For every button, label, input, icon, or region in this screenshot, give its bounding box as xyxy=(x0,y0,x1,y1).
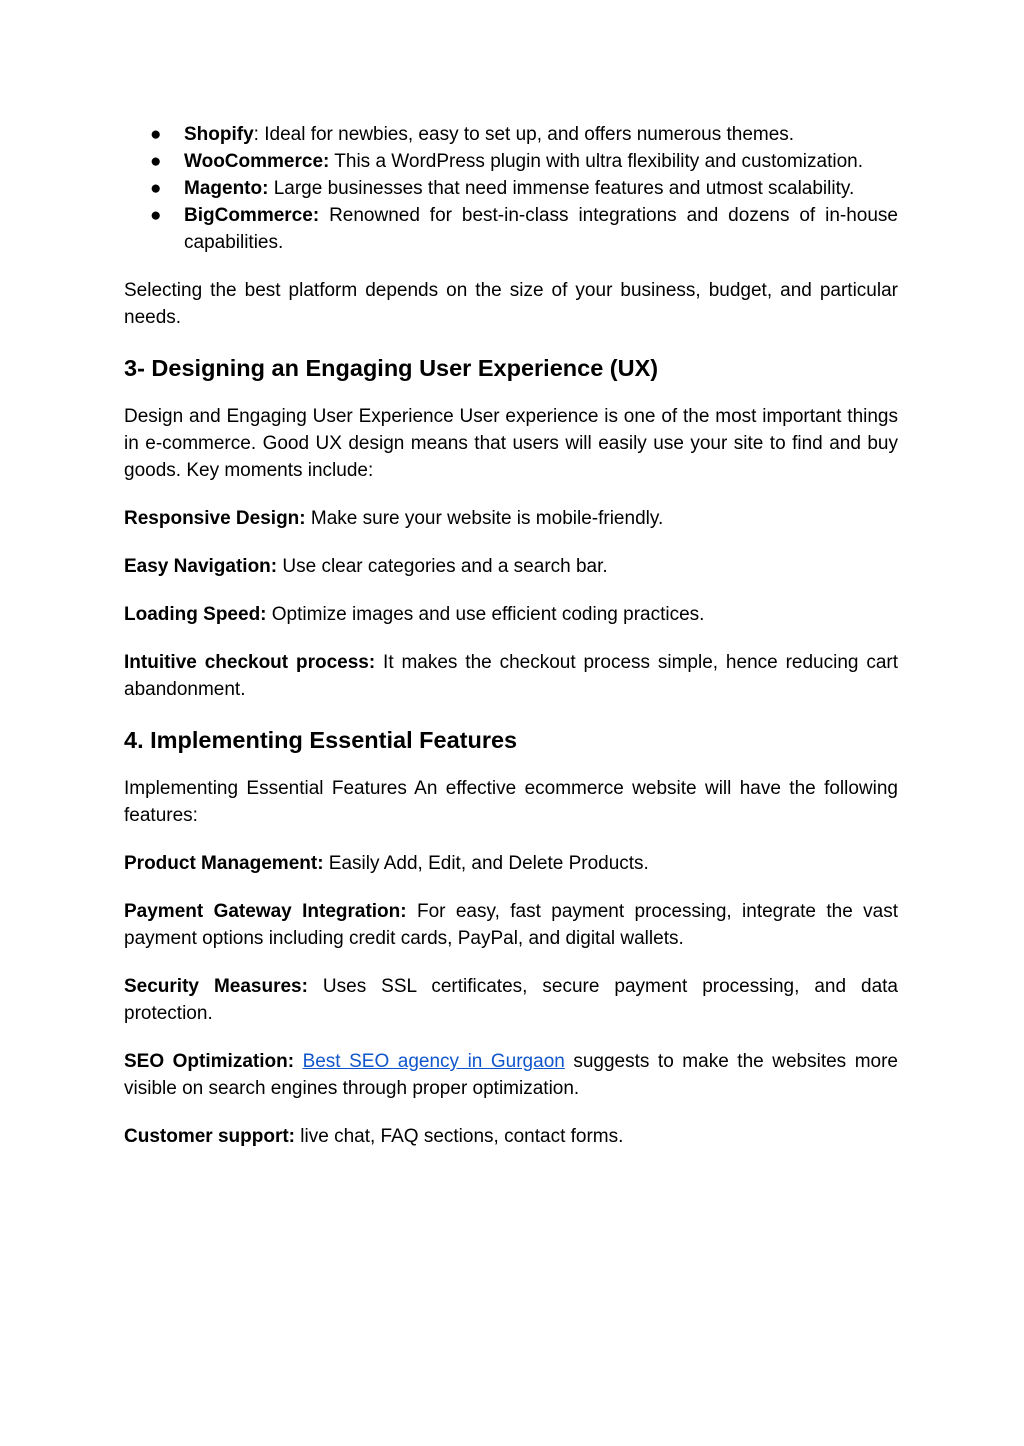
section-4-heading: 4. Implementing Essential Features xyxy=(124,727,518,753)
item-label: Easy Navigation: xyxy=(124,556,278,577)
item-text: Make sure your website is mobile-friendly. xyxy=(305,508,664,529)
bullet-icon: ● xyxy=(150,124,162,145)
item-label: Payment Gateway Integration: xyxy=(124,901,407,922)
item-label: Product Management: xyxy=(124,853,324,874)
item-text: live chat, FAQ sections, contact forms. xyxy=(295,1126,624,1147)
section-4-intro: Implementing Essential Features An effective ecommerce website will have the following features: xyxy=(124,778,898,826)
feature-product-management xyxy=(124,850,898,877)
item-label: Customer support: xyxy=(124,1126,295,1147)
platform-description: Large businesses that need immense features and utmost scalability. xyxy=(273,178,855,199)
item-label: Loading Speed: xyxy=(124,604,267,625)
item-label: Security Measures: xyxy=(124,976,308,997)
ux-item-loading-speed xyxy=(124,601,898,628)
feature-customer-support xyxy=(124,1123,898,1150)
platform-name: BigCommerce: xyxy=(184,205,320,226)
bullet-icon: ● xyxy=(150,205,162,226)
platform-description: Ideal for newbies, easy to set up, and offers numerous themes. xyxy=(264,124,795,145)
item-label: Responsive Design: xyxy=(124,508,306,529)
item-text: Uses SSL certificates, secure payment processing, and data protection. xyxy=(124,976,898,1024)
item-text: Optimize images and use efficient coding practices. xyxy=(266,604,705,625)
section-3-heading: 3- Designing an Engaging User Experience (UX) xyxy=(124,355,659,381)
ux-item-navigation xyxy=(124,553,898,580)
list-item xyxy=(122,175,898,202)
bullet-icon: ● xyxy=(150,151,162,172)
item-text: Use clear categories and a search bar. xyxy=(277,556,608,577)
platform-list xyxy=(124,121,898,256)
platform-description: This a WordPress plugin with ultra flexibility and customization. xyxy=(334,151,863,172)
bullet-icon: ● xyxy=(150,178,162,199)
platform-summary: Selecting the best platform depends on the size of your business, budget, and particular needs. xyxy=(124,280,898,328)
platform-description: Renowned for best-in-class integrations and dozens of in-house capabilities. xyxy=(184,205,898,253)
item-label: SEO Optimization: xyxy=(124,1051,295,1072)
platform-name: WooCommerce: xyxy=(184,151,330,172)
feature-security xyxy=(124,973,898,1027)
list-item: ● Shopify: Ideal for newbies, easy to set up, and offers numerous themes. xyxy=(122,121,898,148)
item-text: suggests to make the websites more visible on search engines through proper optimization. xyxy=(124,1051,898,1099)
item-label: Intuitive checkout process: xyxy=(124,652,376,673)
item-text: For easy, fast payment processing, integrate the vast payment options including credit cards, PayPal, and digital wallets. xyxy=(124,901,899,949)
document-page xyxy=(124,121,898,1150)
list-item xyxy=(122,148,898,175)
feature-payment-gateway xyxy=(124,898,898,952)
item-text: It makes the checkout process simple, hence reducing cart abandonment. xyxy=(124,652,898,700)
ux-item-responsive xyxy=(124,505,898,532)
ux-item-checkout xyxy=(124,649,898,703)
seo-agency-link[interactable]: Best SEO agency in Gurgaon xyxy=(302,1051,565,1072)
item-text: Easily Add, Edit, and Delete Products. xyxy=(323,853,649,874)
list-item xyxy=(122,202,898,256)
platform-name: Magento: xyxy=(184,178,269,199)
platform-name: Shopify xyxy=(184,124,254,145)
feature-seo xyxy=(124,1048,898,1102)
section-3-intro: Design and Engaging User Experience User experience is one of the most important things in e-commerce. Good UX design means that users will easily use your site to find and buy goods. Key moments include: xyxy=(124,406,898,481)
